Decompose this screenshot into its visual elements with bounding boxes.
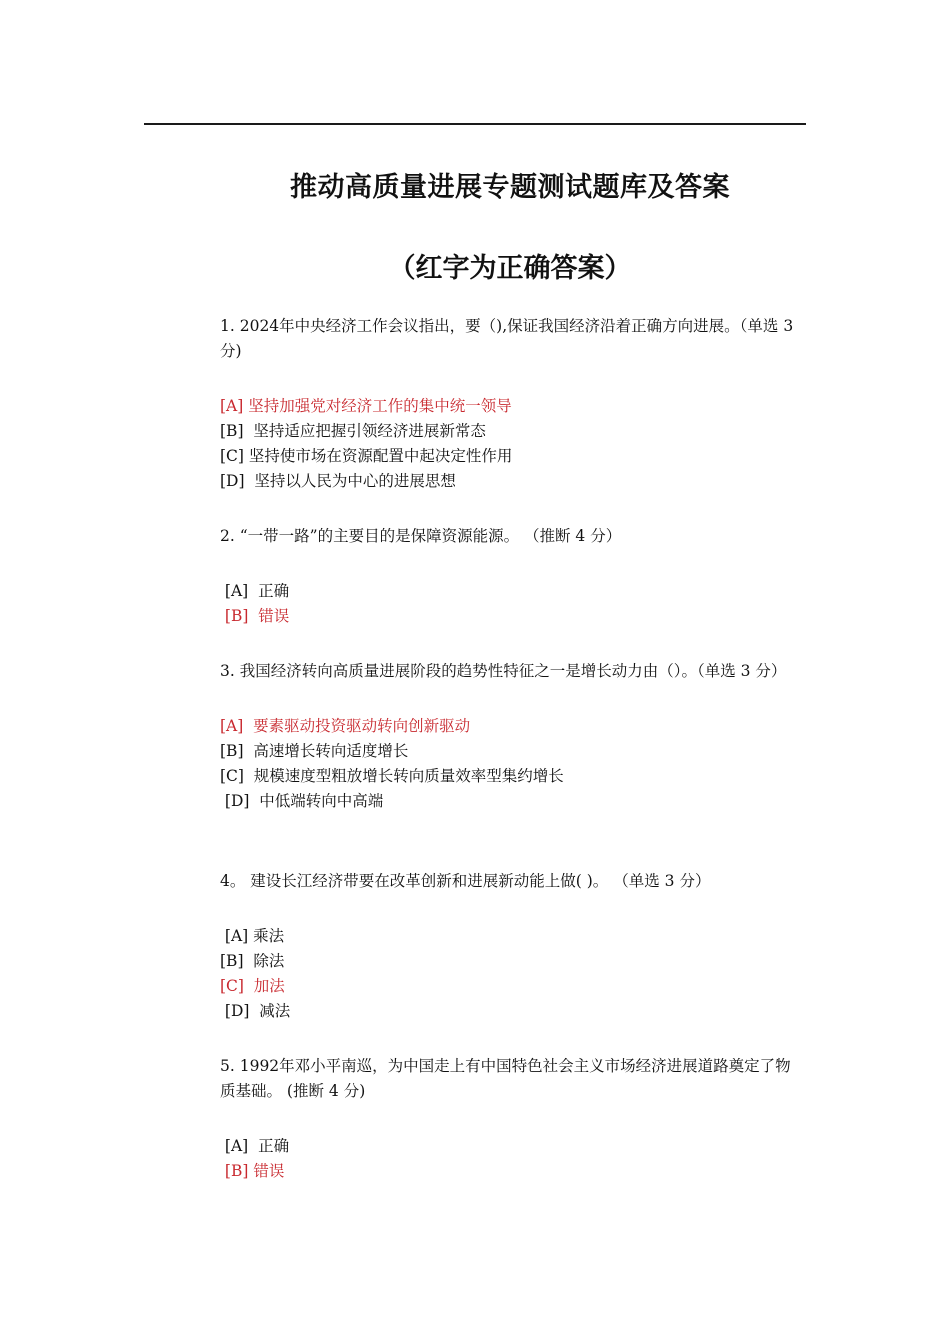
option-list [220, 579, 805, 629]
option-a: [A] 正确 [220, 582, 290, 600]
option-a: [A] 正确 [220, 1137, 290, 1155]
question-text: 2. “一带一路”的主要目的是保障资源能源。 （推断 4 分） [220, 527, 622, 545]
option-c: [C] 加法 [220, 977, 285, 995]
option-d: [D] 坚持以人民为中心的进展思想 [220, 472, 456, 490]
question-text: 4。 建设长江经济带要在改革创新和进展新动能上做( )。 （单选 3 分） [220, 872, 711, 890]
option-list [220, 714, 805, 814]
option-b: [B] 坚持适应把握引领经济进展新常态 [220, 422, 486, 440]
option-b: [B] 错误 [220, 1162, 285, 1180]
option-b: [B] 高速增长转向适度增长 [220, 742, 409, 760]
header-rule [144, 123, 806, 125]
option-d: [D] 中低端转向中高端 [220, 792, 384, 810]
option-a: [A] 要素驱动投资驱动转向创新驱动 [220, 717, 471, 735]
option-b: [B] 除法 [220, 952, 285, 970]
question-5 [220, 1054, 805, 1184]
option-a: [A] 坚持加强党对经济工作的集中统一领导 [220, 397, 512, 415]
option-list [220, 1134, 805, 1184]
option-c: [C] 规模速度型粗放增长转向质量效率型集约增长 [220, 767, 564, 785]
question-4 [220, 869, 805, 1024]
question-3 [220, 659, 805, 814]
question-text: 3. 我国经济转向高质量进展阶段的趋势性特征之一是增长动力由（）。（单选 3 分） [220, 662, 787, 680]
question-text: 1. 2024年中央经济工作会议指出，要（),保证我国经济沿着正确方向进展。（单选 3 分) [220, 317, 794, 360]
option-list [220, 394, 805, 494]
question-2 [220, 524, 805, 629]
question-text: 5. 1992年邓小平南巡，为中国走上有中国特色社会主义市场经济进展道路奠定了物质基础。 (推断 4 分) [220, 1057, 791, 1100]
option-list [220, 924, 805, 1024]
option-c: [C] 坚持使市场在资源配置中起决定性作用 [220, 447, 513, 465]
document-title: 推动高质量进展专题测试题库及答案 [290, 172, 730, 203]
document-subtitle: （红字为正确答案） [388, 253, 632, 284]
option-b: [B] 错误 [220, 607, 290, 625]
question-1 [220, 314, 805, 494]
option-a: [A] 乘法 [220, 927, 285, 945]
option-d: [D] 减法 [220, 1002, 291, 1020]
